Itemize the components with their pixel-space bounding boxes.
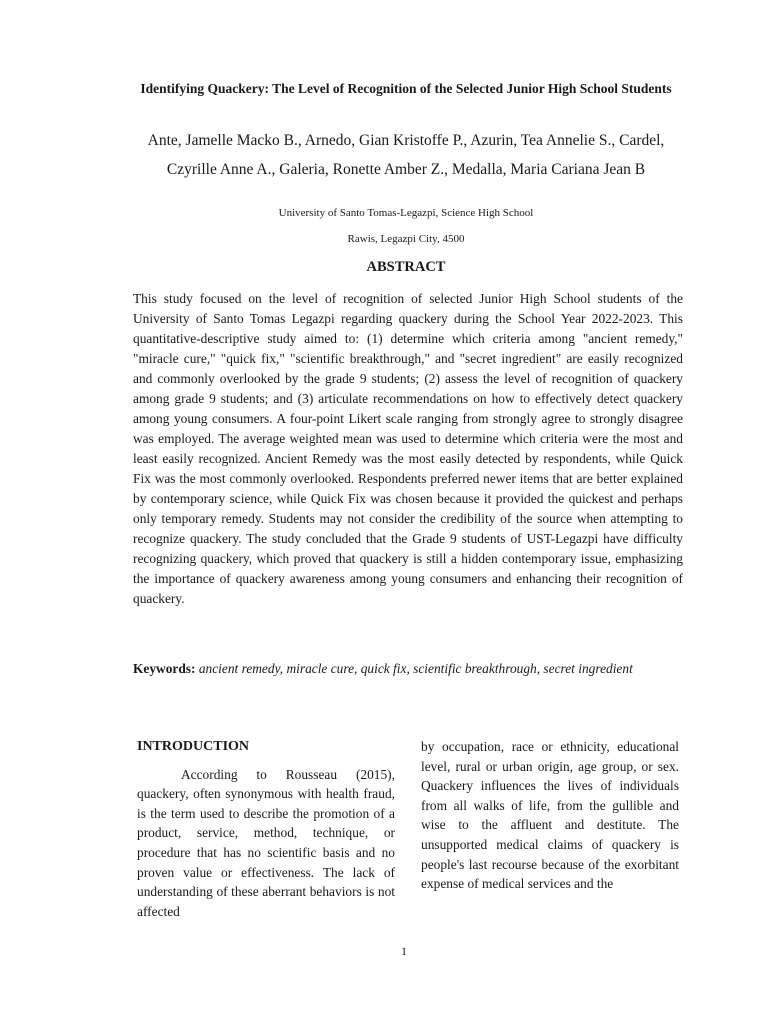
author-line-1: Ante, Jamelle Macko B., Arnedo, Gian Kristoffe P., Azurin, Tea Annelie S., Cardel,	[147, 132, 665, 149]
keywords-text: ancient remedy, miracle cure, quick fix, scientific breakthrough, secret ingredient	[198, 661, 633, 676]
keywords-label: Keywords:	[133, 661, 196, 676]
intro-left-column	[137, 737, 395, 921]
intro-paragraph-right: by occupation, race or ethnicity, educational level, rural or urban origin, age group, or sex. Quackery influences the lives of individuals from all walks of life, from the gullible and wise to the affluent and destitute. The unsupported medical claims of quackery is people's last recourse because of the exorbitant expense of medical services and the	[421, 739, 679, 892]
paper-title: Identifying Quackery: The Level of Recognition of the Selected Junior High School Students	[140, 81, 672, 96]
address: Rawis, Legazpi City, 4500	[347, 233, 465, 245]
introduction-heading: INTRODUCTION	[137, 739, 250, 754]
author-list	[110, 126, 702, 184]
abstract-body: This study focused on the level of recognition of selected Junior High School students of the University of Santo Tomas Legazpi regarding quackery during the School Year 2022-2023. This quantitative-descriptive study aimed to: (1) determine which criteria among "ancient remedy," "miracle cure," "quick fix," "scientific breakthrough," and "secret ingredient" are easily recognized and commonly overlooked by the grade 9 students; (2) assess the level of recognition of quackery among grade 9 students; and (3) articulate recommendations on how to effectively detect quackery among young consumers. A four-point Likert scale ranging from strongly agree to strongly disagree was employed. The average weighted mean was used to determine which criteria were the most and least easily recognized. Ancient Remedy was the most easily detected by respondents, while Quick Fix was the most commonly overlooked. Respondents preferred newer items that are better explained by contemporary science, while Quick Fix was chosen because it provided the quickest and perhaps only temporary remedy. Students may not consider the credibility of the source when attempting to recognize quackery. The study concluded that the Grade 9 students of UST-Legazpi have difficulty recognizing quackery, which proved that quackery is still a hidden contemporary issue, emphasizing the importance of quackery awareness among young consumers and enhancing their recognition of quackery.	[133, 291, 683, 606]
author-line-2: Czyrille Anne A., Galeria, Ronette Amber Z., Medalla, Maria Cariana Jean B	[166, 161, 646, 178]
affiliation: University of Santo Tomas-Legazpi, Science High School	[278, 207, 534, 219]
page-number: 1	[401, 944, 407, 958]
intro-paragraph-left: According to Rousseau (2015), quackery, often synonymous with health fraud, is the term used to describe the promotion of a product, service, method, technique, or procedure that has no scientific basis and no proven value or effectiveness. The lack of understanding of these aberrant behaviors is not affected	[137, 766, 395, 919]
intro-right-column	[421, 737, 679, 894]
keywords	[133, 659, 683, 679]
abstract-heading: ABSTRACT	[366, 259, 446, 275]
